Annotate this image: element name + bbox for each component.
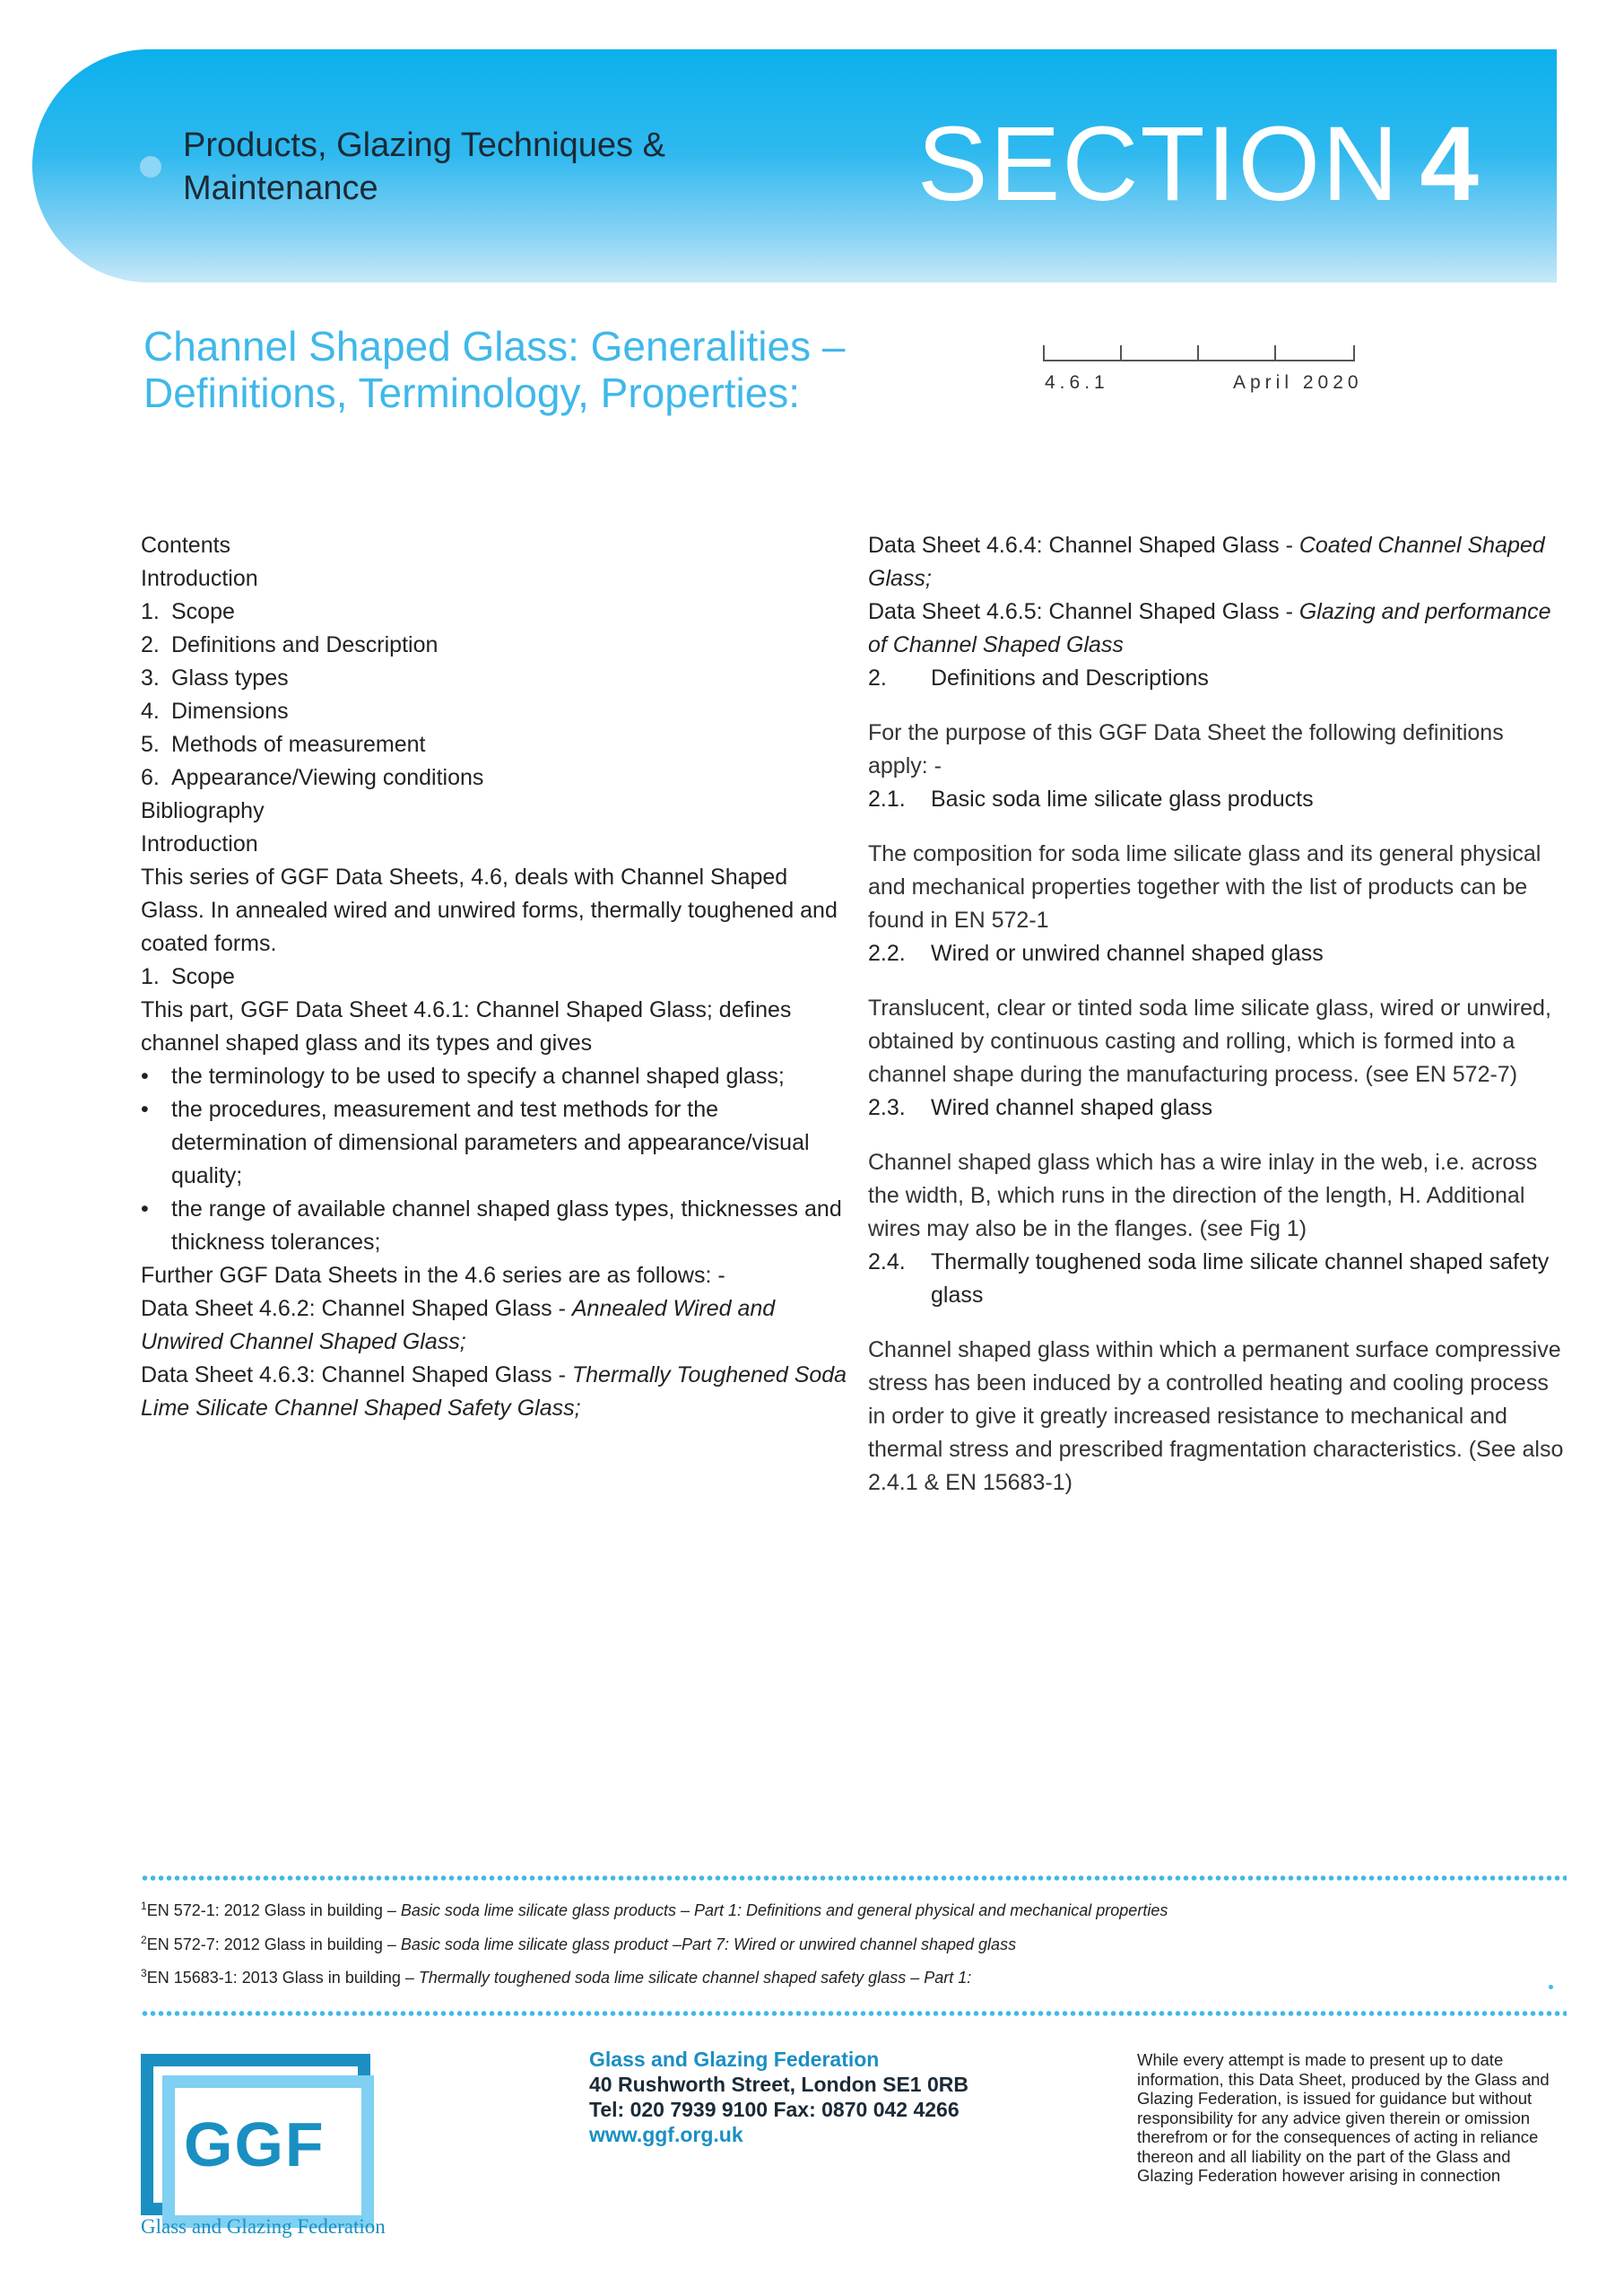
datasheet-title: Data Sheet 4.6.2: Channel Shaped Glass -: [141, 1296, 572, 1321]
banner-subtitle: Products, Glazing Techniques & Maintenance: [183, 126, 665, 207]
datasheet-subject: Coated Channel Shaped Glass;: [868, 533, 1545, 591]
toc-number: 1.: [141, 599, 160, 624]
datasheet-title: Data Sheet 4.6.4: Channel Shaped Glass -: [868, 533, 1299, 558]
section-number: 4: [1420, 105, 1481, 223]
footnote: [141, 1934, 1016, 1954]
definition-number: 2.3.: [868, 1095, 906, 1120]
definition-heading: [868, 1091, 1568, 1125]
toc-label: Appearance/Viewing conditions: [171, 765, 484, 790]
scale-tick: [1353, 345, 1355, 361]
datasheet-title: Data Sheet 4.6.3: Channel Shaped Glass -: [141, 1362, 572, 1387]
definition-body: Channel shaped glass which has a wire inlay in the web, i.e. across the width, B, which runs in the direction of the length, H. Additional wires may also be in the flanges. (see Fig 1): [868, 1150, 1538, 1241]
reference-scale: [1043, 345, 1355, 361]
definition-title: Thermally toughened soda lime silicate channel shaped safety glass: [931, 1249, 1550, 1308]
toc-item: [141, 596, 849, 629]
bullet-item: • the range of available channel shaped glass types, thicknesses and thickness tolerances;: [141, 1193, 849, 1259]
definition-body: For the purpose of this GGF Data Sheet the following definitions apply: -: [868, 720, 1504, 778]
toc-item: [141, 629, 849, 662]
toc-label: Definitions and Description: [171, 632, 439, 657]
toc-item: Introduction: [141, 566, 258, 591]
datasheet-reference: [868, 596, 1568, 662]
definition-number: 2.2.: [868, 941, 906, 966]
definition-title: Wired channel shaped glass: [931, 1095, 1213, 1120]
datasheet-reference: [141, 1292, 849, 1359]
toc-label: Scope: [171, 599, 235, 624]
postal-address: 40 Rushworth Street, London SE1 0RB: [589, 2073, 968, 2096]
bullet-item: • the procedures, measurement and test methods for the determination of dimensional parameters and appearance/visual quality;: [141, 1093, 849, 1193]
decorative-dot: [1549, 1985, 1553, 1989]
left-column: [141, 529, 849, 1425]
definition-title: Wired or unwired channel shaped glass: [931, 941, 1324, 966]
toc-number: 4.: [141, 699, 160, 724]
datasheet-number: 4.6.1: [1045, 372, 1109, 393]
definition-number: 2.4.: [868, 1249, 906, 1274]
website-link[interactable]: www.ggf.org.uk: [589, 2123, 743, 2146]
datasheet-subject: Thermally Toughened Soda Lime Silicate Channel Shaped Safety Glass;: [141, 1362, 847, 1421]
footnote-citation: EN 15683-1: 2013 Glass in building –: [146, 1969, 419, 1987]
intro-paragraph: This series of GGF Data Sheets, 4.6, deals with Channel Shaped Glass. In annealed wired and unwired forms, thermally toughened and coated forms.: [141, 865, 838, 956]
datasheet-reference: [868, 529, 1568, 596]
further-datasheets-text: Further GGF Data Sheets in the 4.6 series are as follows: -: [141, 1263, 725, 1288]
footnote-title: Basic soda lime silicate glass product –Part 7: Wired or unwired channel shaped glass: [400, 1935, 1017, 1953]
footnote-marker: 2: [141, 1934, 147, 1946]
definition-heading: [868, 937, 1568, 970]
contents-heading: Contents: [141, 533, 231, 558]
definition-number: 2.1.: [868, 787, 906, 812]
footnote: [141, 1900, 1168, 1920]
footnote-marker: 1: [141, 1900, 147, 1912]
right-column: [868, 529, 1568, 1500]
disclaimer-text: While every attempt is made to present up to date information, this Data Sheet, produced by the Glass and Glazing Federation, is issued for guidance but without responsibility for any advice given therein or omission therefrom or for the consequences of acting in reliance thereon and all liability on the part of the Glass and Glazing Federation however arising in connection: [1137, 2050, 1550, 2185]
definition-title: Definitions and Descriptions: [931, 665, 1209, 691]
organization-name: Glass and Glazing Federation: [589, 2048, 880, 2071]
definition-title: Basic soda lime silicate glass products: [931, 787, 1314, 812]
definition-number: 2.: [868, 665, 887, 691]
scope-paragraph: This part, GGF Data Sheet 4.6.1: Channel Shaped Glass; defines channel shaped glass and its types and gives: [141, 997, 792, 1056]
footnote: [141, 1967, 971, 1987]
section-heading-scope: [141, 961, 849, 994]
toc-item: [141, 695, 849, 728]
datasheet-title: Data Sheet 4.6.5: Channel Shaped Glass -: [868, 599, 1299, 624]
scale-tick: [1120, 345, 1122, 361]
footnote-citation: EN 572-7: 2012 Glass in building –: [146, 1935, 401, 1953]
logo-wordmark: GGF: [184, 2109, 326, 2179]
definition-body: Translucent, clear or tinted soda lime silicate glass, wired or unwired, obtained by continuous casting and rolling, which is formed into a channel shape during the manufacturing process. (see EN 572-7): [868, 996, 1551, 1087]
dotted-divider: [141, 1875, 1567, 1881]
datasheet-subject: Glazing and performance of Channel Shaped Glass: [868, 599, 1551, 657]
toc-item: [141, 662, 849, 695]
toc-item: Bibliography: [141, 798, 265, 823]
toc-number: 6.: [141, 765, 160, 790]
logo-caption: Glass and Glazing Federation: [141, 2215, 386, 2238]
datasheet-subject: Annealed Wired and Unwired Channel Shaped Glass;: [141, 1296, 776, 1354]
bullet-item: • the terminology to be used to specify a channel shaped glass;: [141, 1060, 849, 1093]
scale-line: [1043, 360, 1355, 361]
definition-heading: [868, 783, 1568, 816]
phone-fax: Tel: 020 7939 9100 Fax: 0870 042 4266: [589, 2098, 960, 2121]
section-heading-introduction: Introduction: [141, 831, 258, 857]
toc-label: Dimensions: [171, 699, 289, 724]
toc-number: 5.: [141, 732, 160, 757]
page-title: Channel Shaped Glass: Generalities – Definitions, Terminology, Properties:: [143, 323, 846, 416]
section-label: [917, 106, 1481, 222]
contact-block: [589, 2047, 968, 2147]
toc-item: [141, 728, 849, 761]
footnote-title: Basic soda lime silicate glass products – Part 1: Definitions and general physical and mechanical properties: [400, 1901, 1168, 1919]
definition-heading: [868, 1246, 1568, 1312]
section-number: 1.: [141, 964, 160, 989]
toc-label: Glass types: [171, 665, 289, 691]
definition-heading: [868, 662, 1568, 695]
section-word: SECTION: [916, 105, 1401, 223]
issue-date: April 2020: [1233, 372, 1363, 393]
toc-label: Methods of measurement: [171, 732, 426, 757]
scale-tick: [1197, 345, 1199, 361]
footnote-title: Thermally toughened soda lime silicate channel shaped safety glass – Part 1:: [418, 1969, 972, 1987]
footnote-marker: 3: [141, 1967, 147, 1979]
footnote-citation: EN 572-1: 2012 Glass in building –: [146, 1901, 401, 1919]
definition-body: Channel shaped glass within which a permanent surface compressive stress has been induced by a controlled heating and cooling process in order to give it greatly increased resistance to mechanical and thermal stress and prescribed fragmentation characteristics. (See also 2.4.1 & EN 15683-1): [868, 1337, 1564, 1495]
definition-body: The composition for soda lime silicate glass and its general physical and mechanical properties together with the list of products can be found in EN 572-1: [868, 841, 1541, 933]
bullet-dot-icon: [140, 156, 161, 178]
scale-tick: [1043, 345, 1045, 361]
toc-number: 3.: [141, 665, 160, 691]
datasheet-reference: [141, 1359, 849, 1425]
toc-number: 2.: [141, 632, 160, 657]
scale-tick: [1274, 345, 1276, 361]
section-title: Scope: [171, 964, 235, 989]
toc-item: [141, 761, 849, 795]
dotted-divider: [141, 2011, 1567, 2016]
